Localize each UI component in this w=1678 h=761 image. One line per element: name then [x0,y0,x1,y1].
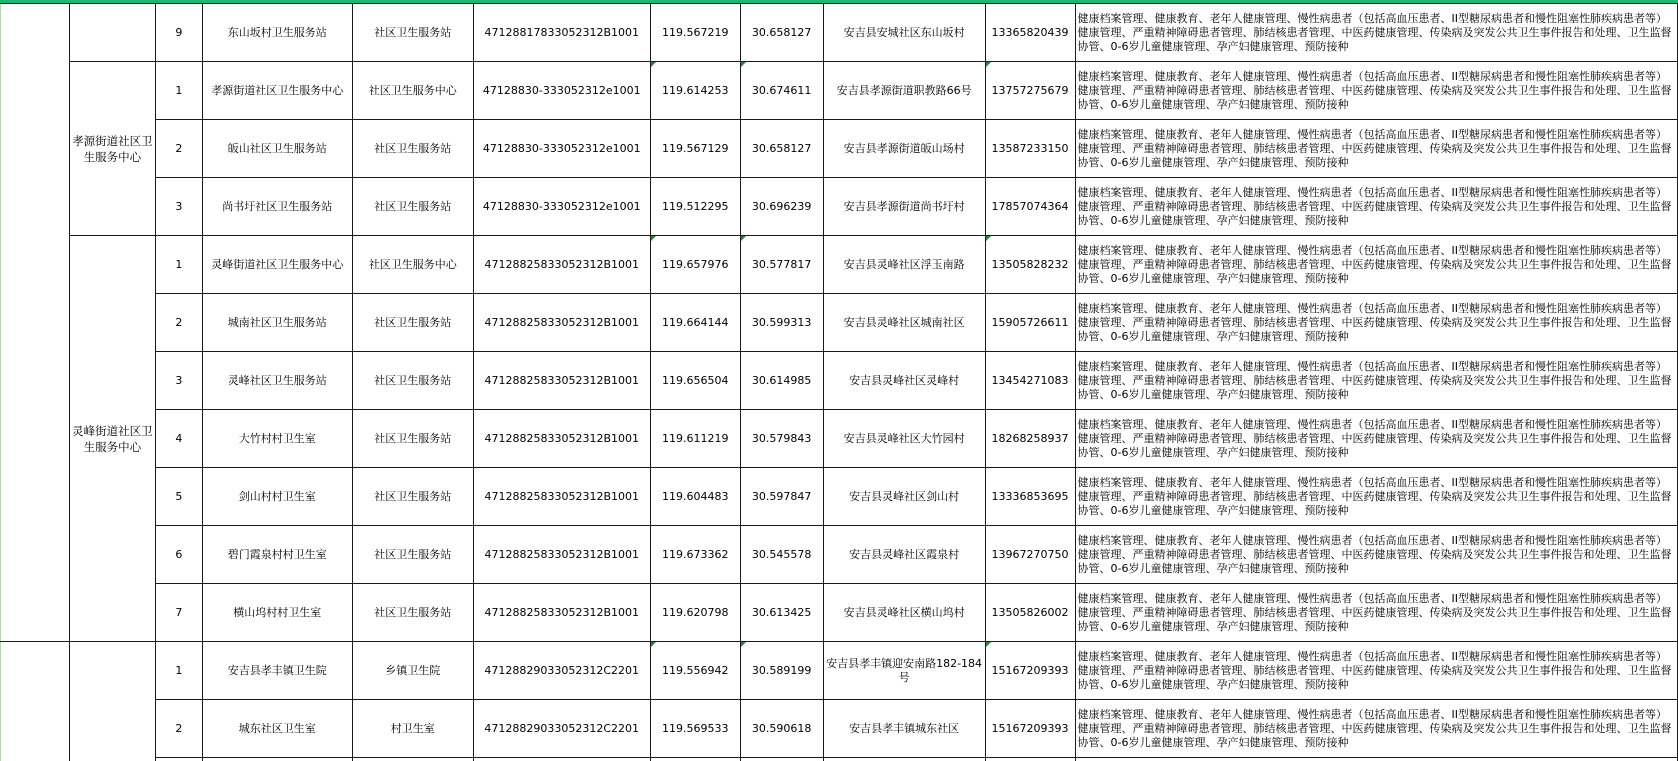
facility-type-cell[interactable]: 社区卫生服务站 [352,352,473,410]
phone-cell[interactable]: 17857074364 [985,178,1075,236]
row-number-cell[interactable]: 9 [155,4,202,62]
org-code-cell[interactable]: 47128825833052312B1001 [473,526,650,584]
longitude-cell[interactable]: 119.569533 [650,700,740,758]
table-row [1,4,1678,62]
latitude-cell[interactable]: 30.658127 [740,120,823,178]
row-number-cell[interactable]: 1 [155,236,202,294]
phone-cell[interactable]: 15167209393 [985,700,1075,758]
center-group-cell[interactable] [69,642,155,761]
address-cell[interactable]: 安吉县灵峰社区灵峰村 [823,352,985,410]
facility-name-cell[interactable]: 大竹村村卫生室 [202,410,352,468]
longitude-cell[interactable]: 119.611219 [650,410,740,468]
county-cell[interactable] [1,642,70,761]
latitude-cell[interactable]: 30.590618 [740,700,823,758]
address-cell[interactable]: 安吉县灵峰社区大竹园村 [823,410,985,468]
table-row [1,700,1678,758]
services-cell[interactable]: 健康档案管理、健康教育、老年人健康管理、慢性病患者（包括高血压患者、II型糖尿病患者和慢性阻塞性肺疾病患者等）健康管理、严重精神障碍患者管理、肺结核患者管理、中医药健康管理、传染病及突发公共卫生事件报告和处理、卫生监督协管、0-6岁儿童健康管理、孕产妇健康管理、预防接种 [1075,4,1678,62]
longitude-cell[interactable]: 119.556942 [650,642,740,700]
org-code-cell[interactable]: 47128830-333052312e1001 [473,120,650,178]
row-number-cell[interactable]: 2 [155,700,202,758]
org-code-cell[interactable]: 47128830-333052312e1001 [473,62,650,120]
facility-type-cell[interactable]: 社区卫生服务站 [352,410,473,468]
empty-cell[interactable] [985,758,1075,761]
facility-name-cell[interactable]: 碧门霞泉村村卫生室 [202,526,352,584]
facility-name-cell[interactable]: 孝源街道社区卫生服务中心 [202,62,352,120]
facility-type-cell[interactable]: 社区卫生服务站 [352,4,473,62]
center-group-cell[interactable] [69,4,155,62]
services-cell[interactable]: 健康档案管理、健康教育、老年人健康管理、慢性病患者（包括高血压患者、II型糖尿病患者和慢性阻塞性肺疾病患者等）健康管理、严重精神障碍患者管理、肺结核患者管理、中医药健康管理、传染病及突发公共卫生事件报告和处理、卫生监督协管、0-6岁儿童健康管理、孕产妇健康管理、预防接种 [1075,700,1678,758]
latitude-cell[interactable]: 30.613425 [740,584,823,642]
facility-name-cell[interactable]: 城东社区卫生室 [202,700,352,758]
row-number-cell[interactable]: 1 [155,62,202,120]
services-cell[interactable]: 健康档案管理、健康教育、老年人健康管理、慢性病患者（包括高血压患者、II型糖尿病患者和慢性阻塞性肺疾病患者等）健康管理、严重精神障碍患者管理、肺结核患者管理、中医药健康管理、传染病及突发公共卫生事件报告和处理、卫生监督协管、0-6岁儿童健康管理、孕产妇健康管理、预防接种 [1075,352,1678,410]
center-group-cell[interactable]: 孝源街道社区卫生服务中心 [69,62,155,236]
address-cell[interactable]: 安吉县孝丰镇迎安南路182-184号 [823,642,985,700]
longitude-cell[interactable]: 119.620798 [650,584,740,642]
row-number-cell[interactable]: 6 [155,526,202,584]
address-cell[interactable]: 安吉县孝源街道皈山场村 [823,120,985,178]
services-cell[interactable]: 健康档案管理、健康教育、老年人健康管理、慢性病患者（包括高血压患者、II型糖尿病患者和慢性阻塞性肺疾病患者等）健康管理、严重精神障碍患者管理、肺结核患者管理、中医药健康管理、传染病及突发公共卫生事件报告和处理、卫生监督协管、0-6岁儿童健康管理、孕产妇健康管理、预防接种 [1075,62,1678,120]
latitude-cell[interactable]: 30.589199 [740,642,823,700]
latitude-cell[interactable]: 30.597847 [740,468,823,526]
latitude-cell[interactable]: 30.674611 [740,62,823,120]
empty-cell[interactable] [155,758,202,761]
org-code-cell[interactable]: 47128825833052312B1001 [473,352,650,410]
latitude-cell[interactable]: 30.599313 [740,294,823,352]
data-table [0,3,1678,761]
services-cell[interactable]: 健康档案管理、健康教育、老年人健康管理、慢性病患者（包括高血压患者、II型糖尿病患者和慢性阻塞性肺疾病患者等）健康管理、严重精神障碍患者管理、肺结核患者管理、中医药健康管理、传染病及突发公共卫生事件报告和处理、卫生监督协管、0-6岁儿童健康管理、孕产妇健康管理、预防接种 [1075,178,1678,236]
facility-type-cell[interactable]: 社区卫生服务站 [352,178,473,236]
row-number-cell[interactable]: 1 [155,642,202,700]
address-cell[interactable]: 安吉县安城社区东山坂村 [823,4,985,62]
table-row [1,120,1678,178]
org-code-cell[interactable]: 47128825833052312B1001 [473,236,650,294]
facility-name-cell[interactable]: 尚书圩社区卫生服务站 [202,178,352,236]
org-code-cell[interactable]: 47128829033052312C2201 [473,642,650,700]
row-number-cell[interactable]: 3 [155,178,202,236]
facility-type-cell[interactable]: 社区卫生服务站 [352,120,473,178]
facility-name-cell[interactable]: 安吉县孝丰镇卫生院 [202,642,352,700]
phone-cell[interactable]: 15167209393 [985,642,1075,700]
org-code-cell[interactable]: 47128817833052312B1001 [473,4,650,62]
row-number-cell[interactable]: 2 [155,294,202,352]
address-cell[interactable]: 安吉县灵峰社区城南社区 [823,294,985,352]
longitude-cell[interactable]: 119.656504 [650,352,740,410]
facility-type-cell[interactable]: 社区卫生服务中心 [352,62,473,120]
latitude-cell[interactable]: 30.579843 [740,410,823,468]
table-row [1,526,1678,584]
facility-type-cell[interactable]: 社区卫生服务中心 [352,236,473,294]
services-cell[interactable]: 健康档案管理、健康教育、老年人健康管理、慢性病患者（包括高血压患者、II型糖尿病患者和慢性阻塞性肺疾病患者等）健康管理、严重精神障碍患者管理、肺结核患者管理、中医药健康管理、传染病及突发公共卫生事件报告和处理、卫生监督协管、0-6岁儿童健康管理、孕产妇健康管理、预防接种 [1075,294,1678,352]
services-cell[interactable]: 健康档案管理、健康教育、老年人健康管理、慢性病患者（包括高血压患者、II型糖尿病患者和慢性阻塞性肺疾病患者等）健康管理、严重精神障碍患者管理、肺结核患者管理、中医药健康管理、传染病及突发公共卫生事件报告和处理、卫生监督协管、0-6岁儿童健康管理、孕产妇健康管理、预防接种 [1075,584,1678,642]
center-group-cell[interactable]: 灵峰街道社区卫生服务中心 [69,236,155,642]
address-cell[interactable]: 安吉县灵峰社区浮玉南路 [823,236,985,294]
table-row [1,584,1678,642]
phone-cell[interactable]: 13967270750 [985,526,1075,584]
table-row [1,236,1678,294]
table-row [1,642,1678,700]
longitude-cell[interactable]: 119.657976 [650,236,740,294]
empty-cell[interactable] [740,758,823,761]
facility-type-cell[interactable]: 乡镇卫生院 [352,642,473,700]
services-cell[interactable]: 健康档案管理、健康教育、老年人健康管理、慢性病患者（包括高血压患者、II型糖尿病患者和慢性阻塞性肺疾病患者等）健康管理、严重精神障碍患者管理、肺结核患者管理、中医药健康管理、传染病及突发公共卫生事件报告和处理、卫生监督协管、0-6岁儿童健康管理、孕产妇健康管理、预防接种 [1075,120,1678,178]
empty-cell[interactable] [352,758,473,761]
facility-name-cell[interactable]: 灵峰社区卫生服务站 [202,352,352,410]
org-code-cell[interactable]: 47128830-333052312e1001 [473,178,650,236]
empty-cell[interactable] [1075,758,1678,761]
latitude-cell[interactable]: 30.658127 [740,4,823,62]
table-row [1,352,1678,410]
table-row [1,178,1678,236]
row-number-cell[interactable]: 5 [155,468,202,526]
latitude-cell[interactable]: 30.614985 [740,352,823,410]
longitude-cell[interactable]: 119.604483 [650,468,740,526]
latitude-cell[interactable]: 30.696239 [740,178,823,236]
table-row [1,62,1678,120]
phone-cell[interactable]: 18268258937 [985,410,1075,468]
org-code-cell[interactable]: 47128825833052312B1001 [473,410,650,468]
row-number-cell[interactable]: 2 [155,120,202,178]
services-cell[interactable]: 健康档案管理、健康教育、老年人健康管理、慢性病患者（包括高血压患者、II型糖尿病患者和慢性阻塞性肺疾病患者等）健康管理、严重精神障碍患者管理、肺结核患者管理、中医药健康管理、传染病及突发公共卫生事件报告和处理、卫生监督协管、0-6岁儿童健康管理、孕产妇健康管理、预防接种 [1075,468,1678,526]
empty-cell[interactable] [202,758,352,761]
services-cell[interactable]: 健康档案管理、健康教育、老年人健康管理、慢性病患者（包括高血压患者、II型糖尿病患者和慢性阻塞性肺疾病患者等）健康管理、严重精神障碍患者管理、肺结核患者管理、中医药健康管理、传染病及突发公共卫生事件报告和处理、卫生监督协管、0-6岁儿童健康管理、孕产妇健康管理、预防接种 [1075,526,1678,584]
address-cell[interactable]: 安吉县孝源街道职教路66号 [823,62,985,120]
phone-cell[interactable]: 13757275679 [985,62,1075,120]
longitude-cell[interactable]: 119.614253 [650,62,740,120]
address-cell[interactable]: 安吉县灵峰社区霞泉村 [823,526,985,584]
services-cell[interactable]: 健康档案管理、健康教育、老年人健康管理、慢性病患者（包括高血压患者、II型糖尿病患者和慢性阻塞性肺疾病患者等）健康管理、严重精神障碍患者管理、肺结核患者管理、中医药健康管理、传染病及突发公共卫生事件报告和处理、卫生监督协管、0-6岁儿童健康管理、孕产妇健康管理、预防接种 [1075,410,1678,468]
facility-name-cell[interactable]: 皈山社区卫生服务站 [202,120,352,178]
empty-cell[interactable] [823,758,985,761]
org-code-cell[interactable]: 47128829033052312C2201 [473,700,650,758]
phone-cell[interactable]: 13454271083 [985,352,1075,410]
address-cell[interactable]: 安吉县灵峰社区剑山村 [823,468,985,526]
longitude-cell[interactable]: 119.567129 [650,120,740,178]
facility-type-cell[interactable]: 社区卫生服务站 [352,294,473,352]
services-cell[interactable]: 健康档案管理、健康教育、老年人健康管理、慢性病患者（包括高血压患者、II型糖尿病患者和慢性阻塞性肺疾病患者等）健康管理、严重精神障碍患者管理、肺结核患者管理、中医药健康管理、传染病及突发公共卫生事件报告和处理、卫生监督协管、0-6岁儿童健康管理、孕产妇健康管理、预防接种 [1075,236,1678,294]
table-row [1,294,1678,352]
table-row [1,468,1678,526]
facility-name-cell[interactable]: 东山坂村卫生服务站 [202,4,352,62]
facility-type-cell[interactable]: 社区卫生服务站 [352,526,473,584]
facility-type-cell[interactable]: 村卫生室 [352,700,473,758]
phone-cell[interactable]: 13365820439 [985,4,1075,62]
phone-cell[interactable]: 13587233150 [985,120,1075,178]
facility-name-cell[interactable]: 城南社区卫生服务站 [202,294,352,352]
org-code-cell[interactable]: 47128825833052312B1001 [473,294,650,352]
phone-cell[interactable]: 13336853695 [985,468,1075,526]
row-number-cell[interactable]: 3 [155,352,202,410]
empty-cell[interactable] [650,758,740,761]
services-cell[interactable]: 健康档案管理、健康教育、老年人健康管理、慢性病患者（包括高血压患者、II型糖尿病患者和慢性阻塞性肺疾病患者等）健康管理、严重精神障碍患者管理、肺结核患者管理、中医药健康管理、传染病及突发公共卫生事件报告和处理、卫生监督协管、0-6岁儿童健康管理、孕产妇健康管理、预防接种 [1075,642,1678,700]
address-cell[interactable]: 安吉县孝丰镇城东社区 [823,700,985,758]
longitude-cell[interactable]: 119.512295 [650,178,740,236]
phone-cell[interactable]: 15905726611 [985,294,1075,352]
empty-cell[interactable] [473,758,650,761]
longitude-cell[interactable]: 119.664144 [650,294,740,352]
org-code-cell[interactable]: 47128825833052312B1001 [473,468,650,526]
row-number-cell[interactable]: 7 [155,584,202,642]
longitude-cell[interactable]: 119.567219 [650,4,740,62]
longitude-cell[interactable]: 119.673362 [650,526,740,584]
county-cell[interactable] [1,4,70,642]
latitude-cell[interactable]: 30.577817 [740,236,823,294]
facility-name-cell[interactable]: 横山坞村村卫生室 [202,584,352,642]
latitude-cell[interactable]: 30.545578 [740,526,823,584]
facility-name-cell[interactable]: 剑山村村卫生室 [202,468,352,526]
table-row [1,758,1678,761]
row-number-cell[interactable]: 4 [155,410,202,468]
org-code-cell[interactable]: 47128825833052312B1001 [473,584,650,642]
facility-type-cell[interactable]: 社区卫生服务站 [352,584,473,642]
phone-cell[interactable]: 13505828232 [985,236,1075,294]
address-cell[interactable]: 安吉县灵峰社区横山坞村 [823,584,985,642]
facility-type-cell[interactable]: 社区卫生服务站 [352,468,473,526]
address-cell[interactable]: 安吉县孝源街道尚书圩村 [823,178,985,236]
facility-name-cell[interactable]: 灵峰街道社区卫生服务中心 [202,236,352,294]
phone-cell[interactable]: 13505826002 [985,584,1075,642]
table-row [1,410,1678,468]
